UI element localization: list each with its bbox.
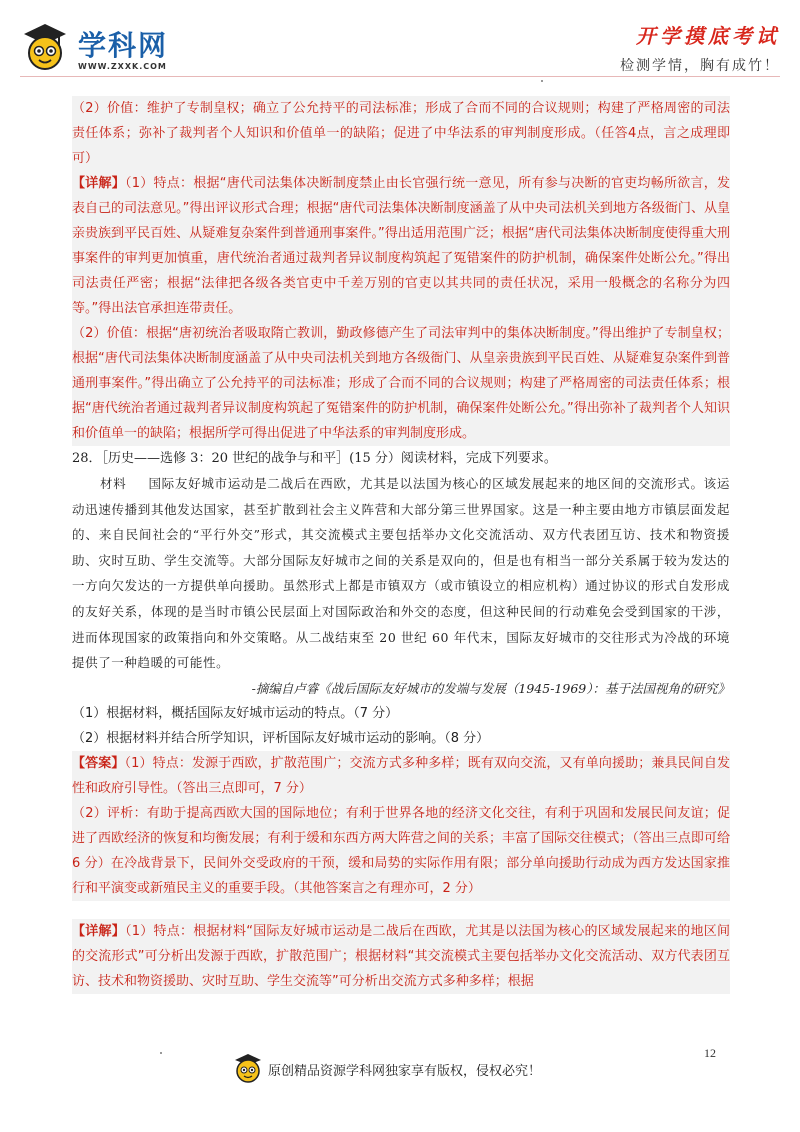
answer-tag: 【答案】 <box>72 755 125 771</box>
detail-tag: 【详解】 <box>72 176 125 191</box>
mascot-face-icon <box>232 1052 264 1084</box>
q28-detail-p1-text: （1）特点：根据材料“国际友好城市运动是二战后在西欧，尤其是以法国为核心的区域发展起来的地区间的交流形式”可分析出发源于西欧，扩散范围广；根据材料“其交流模式主要包括举办文化交流活动、双方代表团互访、技术和物资援助、灾时互助、学生交流等”可分析出交流方式多种多样；根据 <box>72 923 730 989</box>
q28-subquestion-1: （1）根据材料，概括国际友好城市运动的特点。（7 分） <box>72 705 399 721</box>
material-text: 国际友好城市运动是二战后在西欧，尤其是以法国为核心的区域发展起来的地区间的交流形式。该运动迅速传播到其他发达国家，甚至扩散到社会主义阵营和大部分第三世界国家。这是一种主要由地方市镇层面发起的、来自民间社会的“平行外交”形式，其交流模式主要包括举办文化交流活动、双方代表团互访、技术和物资援助、灾时互助、学生交流等。大部分国际友好城市之间的关系是双向的，但是也有相当一部分关系属于较为发达的一方向欠发达的一方提供单向援助。虽然形式上都是市镇双方（或市镇设立的相应机构）通过协议的形式自发形成的友好关系，体现的是当时市镇公民层面上对国际政治和外交的态度，但这种民间的行动难免会受到国家的干涉，进而体现国家的政策指向和外交策略。从二战结束至 20 世纪 60 年代末，国际友好城市的交往形式为冷战的环境提供了一种趋暖的可能性。 <box>72 476 731 671</box>
q27-detail-p1 <box>72 171 730 321</box>
page-footer <box>0 1052 800 1092</box>
page-content <box>72 96 730 994</box>
detail-tag: 【详解】 <box>72 923 125 939</box>
material-source: -摘编自卢睿《战后国际友好城市的发端与发展（1945-1969）：基于法国视角的研究》 <box>251 680 730 696</box>
q28-answer-p2: （2）评析：有助于提高西欧大国的国际地位；有利于世界各地的经济文化交往，有利于巩固和发展民间友谊；促进了西欧经济的恢复和均衡发展；有利于缓和东西方两大阵营之间的关系；丰富了国际交往模式；（答出三点即可给 6 分）在冷战背景下，民间外交受政府的干预，缓和局势的实际作用有限；部分单向援助行动成为西方发达国家推行和平演变或新殖民主义的重要手段。（其他答案言之有理亦可，2 分） <box>72 805 730 896</box>
logo-url: WWW.ZXXK.COM <box>78 62 167 71</box>
q28-material <box>72 471 730 676</box>
material-label: 材料 <box>100 476 127 491</box>
q27-value-answer: （2）价值：维护了专制皇权；确立了公允持平的司法标准；形成了合而不同的合议规则；构建了严格周密的司法责任体系；弥补了裁判者个人知识和价值单一的缺陷；促进了中华法系的审判制度形成。（任答4点，言之成理即可） <box>72 101 730 166</box>
q28-title: 28．［历史——选修 3：20 世纪的战争与和平］(15 分）阅读材料，完成下列要求。 <box>72 451 557 466</box>
page-number: 12 <box>704 1046 716 1060</box>
graduate-mascot-icon <box>20 20 70 72</box>
header-divider <box>20 76 780 77</box>
q28-answer-p1-text: （1）特点：发源于西欧，扩散范围广；交流方式多种多样；既有双向交流，又有单向援助；兼具民间自发性和政府引导性。（答出三点即可，7 分） <box>72 755 730 796</box>
slogan-subtitle: 检测学情，胸有成竹！ <box>620 58 780 74</box>
logo-text: 学科网 <box>78 29 169 62</box>
slogan-title: 开学摸底考试 <box>636 24 780 48</box>
header-slogan <box>620 20 780 75</box>
q27-detail-p1-text: （1）特点：根据“唐代司法集体决断制度禁止由长官强行统一意见，所有参与决断的官吏均畅所欲言，发表自己的司法意见。”得出评议形式合理；根据“唐代司法集体决断制度涵盖了从中央司法机关到地方各级衙门、从皇亲贵族到平民百姓、从疑难复杂案件到普通刑事案件。”得出适用范围广泛；根据“唐代司法集体决断制度使得重大刑事案件的审判更加慎重，唐代统治者通过裁判者异议制度构筑起了冤错案件的防护机制，确保案件处断公允。”得出司法责任严密；根据“法律把各级各类官吏中千差万别的官吏以其共同的责任状况，采用一般概念的名称分为四等。”得出法官承担连带责任。 <box>72 176 730 316</box>
decorative-dot <box>541 80 543 82</box>
q28-answer-block <box>72 751 730 994</box>
footer-copyright: 原创精品资源学科网独家享有版权，侵权必究！ <box>268 1064 542 1079</box>
q27-detail-p2: （2）价值：根据“唐初统治者吸取隋亡教训，勤政修德产生了司法审判中的集体决断制度。”得出维护了专制皇权；根据“唐代司法集体决断制度涵盖了从中央司法机关到地方各级衙门、从皇亲贵族到平民百姓、从疑难复杂案件到普通刑事案件。”得出确立了公允持平的司法标准；形成了合而不同的合议规则；构建了严格周密的司法责任体系；根据“唐代统治者通过裁判者异议制度构筑起了冤错案件的防护机制，确保案件处断公允。”得出弥补了裁判者个人知识和价值单一的缺陷；根据所学可得出促进了中华法系的审判制度形成。 <box>72 326 730 441</box>
spacer <box>72 901 730 919</box>
zxxk-logo <box>20 18 190 76</box>
q28-detail-p1 <box>72 919 730 994</box>
q27-answer-block <box>72 96 730 446</box>
q28-answer-p1 <box>72 751 730 801</box>
q28-subquestion-2: （2）根据材料并结合所学知识，评析国际友好城市运动的影响。（8 分） <box>72 730 490 746</box>
